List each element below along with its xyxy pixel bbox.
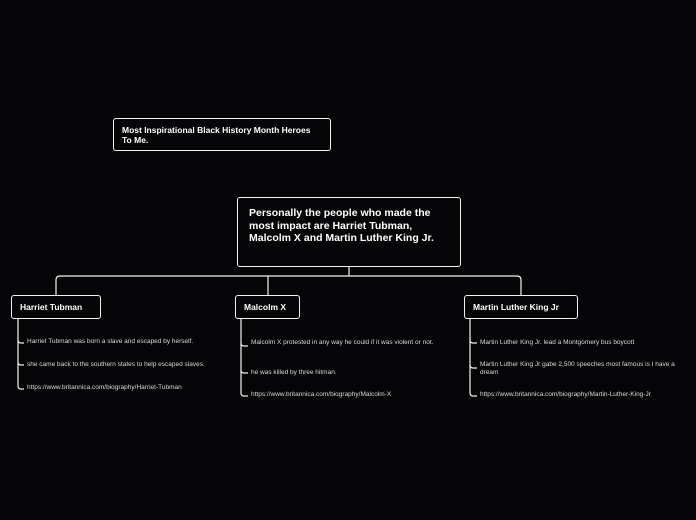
subtopic-tick-malcolm-2	[241, 370, 248, 373]
subtopic-malcolm-3[interactable]: https://www.britannica.com/biography/Malcolm-X	[251, 391, 392, 398]
subtopic-tick-tubman-1	[18, 340, 24, 343]
branch-bus-line	[56, 276, 521, 295]
subtopic-mlk-3[interactable]: https://www.britannica.com/biography/Martin-Luther-King-Jr	[480, 391, 651, 398]
subtopic-malcolm-1[interactable]: Malcolm X protested in any way he could if it was violent or not.	[251, 339, 434, 346]
subtopic-malcolm-2[interactable]: he was killed by three hitman.	[251, 369, 337, 376]
subtopic-tick-mlk-2	[470, 365, 477, 368]
subtopic-tubman-2[interactable]: she came back to the southern states to help escaped slaves.	[27, 361, 205, 368]
central-topic-text: Personally the people who made the most impact are Harriet Tubman, Malcolm X and Martin Luther King Jr.	[249, 207, 434, 244]
central-topic[interactable]	[237, 197, 461, 267]
subtopic-tick-malcolm-1	[241, 343, 248, 346]
topic-label: Malcolm X	[244, 302, 287, 312]
subtopic-tick-mlk-1	[470, 340, 477, 343]
subtopic-mlk-2[interactable]: Martin Luther King Jr gabe 2,500 speeches most famous is I have a dream	[480, 361, 675, 376]
subtopic-tubman-3[interactable]: https://www.britannica.com/biography/Harriet-Tubman	[27, 384, 182, 391]
subtopic-mlk-1[interactable]: Martin Luther King Jr. lead a Montgomery bus boycott	[480, 339, 635, 346]
floating-note-text: Most Inspirational Black History Month Heroes To Me.	[122, 125, 311, 145]
topic-harriet-tubman[interactable]	[11, 295, 101, 319]
subtopic-line-mlk	[470, 319, 477, 396]
subtopic-tick-tubman-2	[18, 362, 24, 365]
subtopic-tubman-1[interactable]: Harriet Tubman was born a slave and escaped by herself.	[27, 338, 194, 345]
subtopic-line-malcolm	[241, 319, 248, 396]
topic-label: Martin Luther King Jr	[473, 302, 559, 312]
topic-martin-luther-king-jr[interactable]	[464, 295, 578, 319]
topic-label: Harriet Tubman	[20, 302, 83, 312]
topic-malcolm-x[interactable]	[235, 295, 300, 319]
floating-note[interactable]	[113, 118, 331, 151]
subtopic-line-tubman	[18, 319, 24, 389]
